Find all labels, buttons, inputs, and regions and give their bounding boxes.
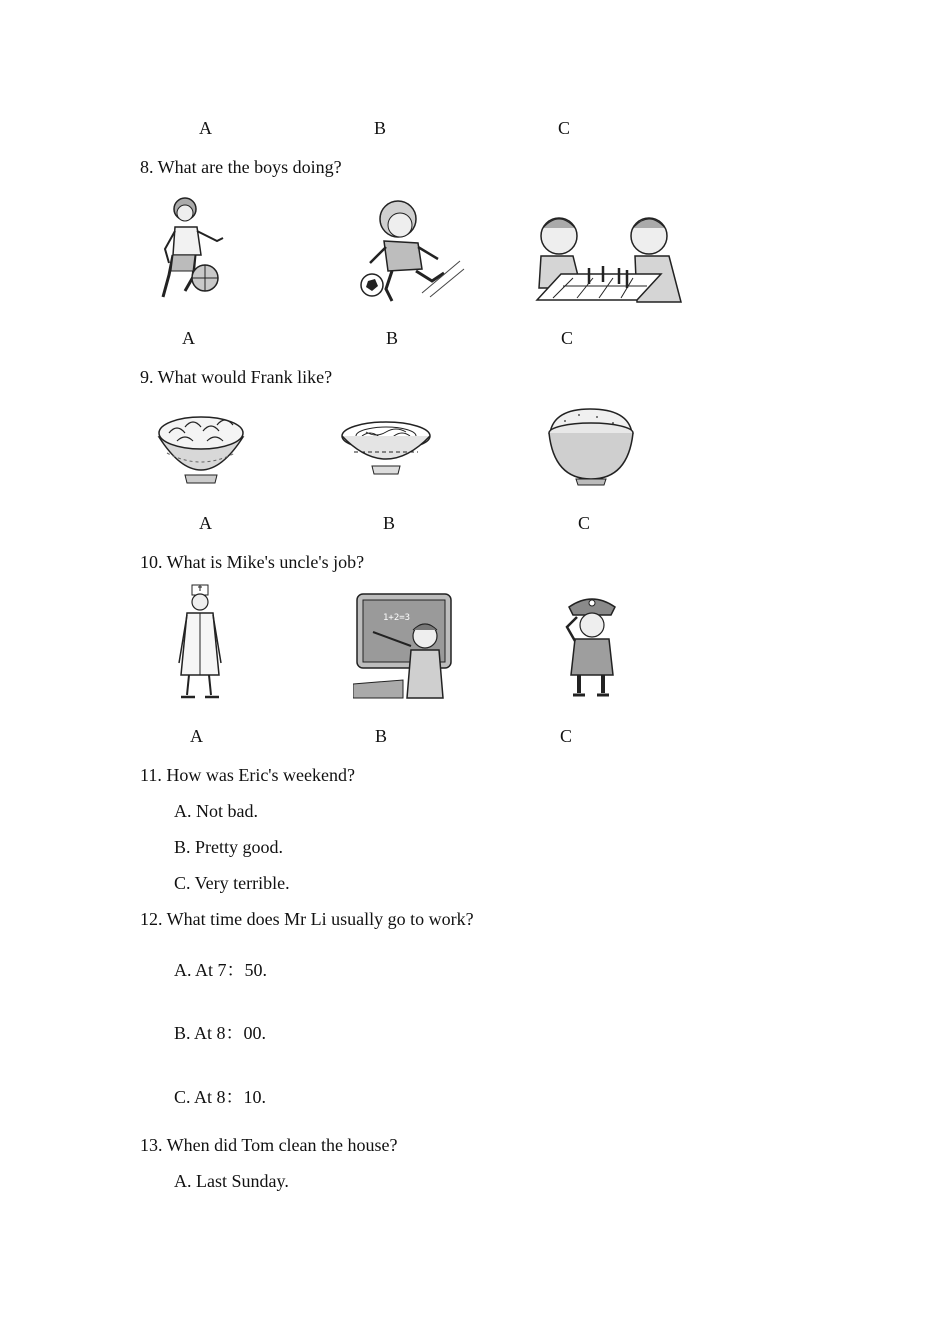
q12-option-a: A. At 7：50. — [174, 960, 268, 980]
q7-label-b: B — [374, 118, 387, 138]
q12-question: 12. What time does Mr Li usually go to work? — [140, 909, 474, 929]
q8-label-a: A — [182, 328, 195, 348]
q9-label-b: B — [383, 513, 396, 533]
q10-label-c: C — [560, 726, 573, 746]
boys-playing-chess-icon — [533, 208, 685, 308]
q9-question: 9. What would Frank like? — [140, 367, 333, 387]
svg-text:1+2=3: 1+2=3 — [383, 613, 411, 623]
q11-option-a: A. Not bad. — [174, 801, 258, 821]
q9-label-a: A — [199, 513, 212, 533]
q11-option-c: C. Very terrible. — [174, 873, 290, 893]
boy-playing-basketball-icon — [155, 193, 235, 308]
q11-question: 11. How was Eric's weekend? — [140, 765, 356, 785]
bowl-of-rice-icon — [544, 403, 638, 487]
bowl-of-noodles-icon — [340, 418, 432, 476]
q13-question: 13. When did Tom clean the house? — [140, 1135, 398, 1155]
q8-question: 8. What are the boys doing? — [140, 157, 342, 177]
q10-label-b: B — [375, 726, 388, 746]
q13-option-a: A. Last Sunday. — [174, 1171, 289, 1191]
bowl-of-dumplings-icon — [155, 403, 247, 485]
q8-label-b: B — [386, 328, 399, 348]
q8-label-c: C — [561, 328, 574, 348]
boy-playing-football-icon — [352, 193, 467, 308]
teacher-icon — [353, 592, 453, 700]
q10-label-a: A — [190, 726, 203, 746]
q10-question: 10. What is Mike's uncle's job? — [140, 552, 365, 572]
q11-option-b: B. Pretty good. — [174, 837, 284, 857]
q7-label-c: C — [558, 118, 571, 138]
q12-option-b: B. At 8：00. — [174, 1023, 267, 1043]
doctor-icon — [175, 583, 225, 701]
q12-option-c: C. At 8：10. — [174, 1087, 267, 1107]
policeman-icon — [563, 591, 621, 701]
q7-label-a: A — [199, 118, 212, 138]
q9-label-c: C — [578, 513, 591, 533]
